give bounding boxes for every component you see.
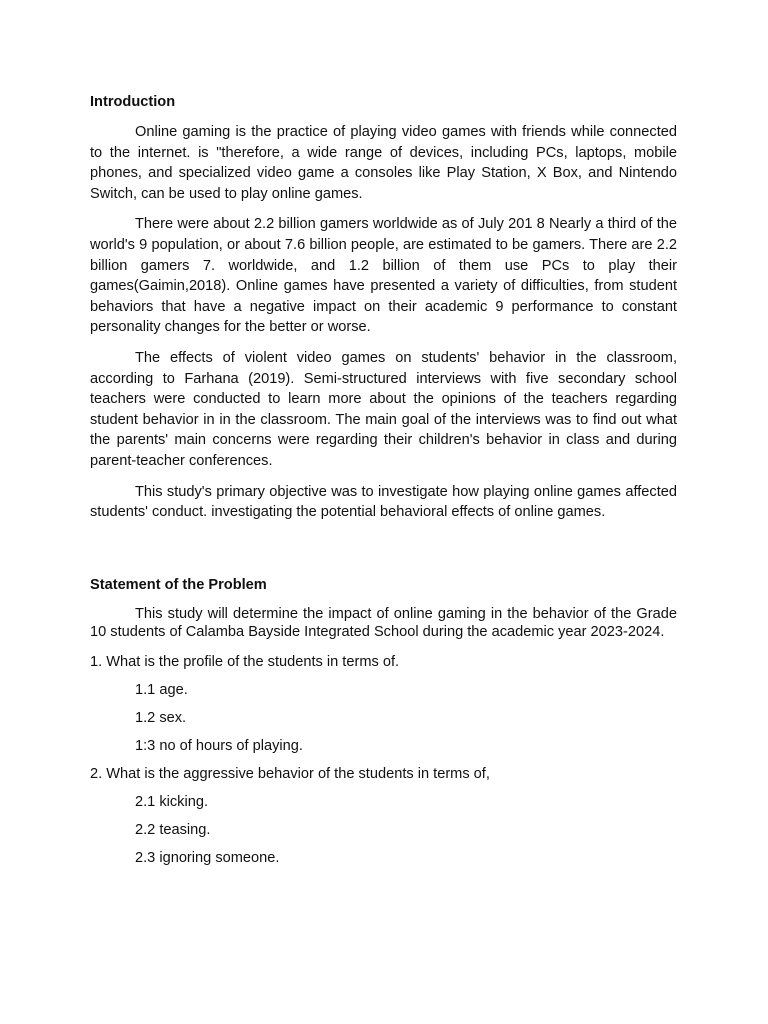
question-1-sub-1: 1.1 age. (135, 681, 188, 698)
document-page (90, 92, 677, 877)
question-1: 1. What is the profile of the students in terms of. (90, 653, 400, 670)
introduction-paragraph-2: There were about 2.2 billion gamers worldwide as of July 201 8 Nearly a third of the world's 9 population, or about 7.6 billion people, are estimated to be gamers. There are 2.2 billion gamers 7. worldwide, and 1.2 billion of them use PCs to play their games(Gaimin,2018). Online games have presented a variety of difficulties, from student behaviors that have a negative impact on their academic 9 performance to constant personality changes for the better or worse. (90, 216, 677, 336)
question-2: 2. What is the aggressive behavior of the students in terms of, (90, 765, 490, 782)
question-2-sub-2: 2.2 teasing. (135, 821, 211, 838)
question-1-sub-3: 1:3 no of hours of playing. (135, 737, 303, 754)
question-2-sub-3: 2.3 ignoring someone. (135, 849, 280, 866)
introduction-paragraph-1: Online gaming is the practice of playing video games with friends while connected to the internet. is "therefore, a wide range of devices, including PCs, laptops, mobile phones, and specialized video game a consoles like Play Station, X Box, and Nintendo Switch, can be used to play online games. (90, 124, 677, 202)
statement-heading: Statement of the Problem (90, 576, 267, 593)
question-1-sub-2: 1.2 sex. (135, 709, 187, 726)
section-spacer (90, 533, 677, 575)
introduction-heading: Introduction (90, 94, 176, 110)
introduction-paragraph-3: The effects of violent video games on students' behavior in the classroom, according to Farhana (2019). Semi-structured interviews with five secondary school teachers were conducted to learn more about the opinions of the teachers regarding student behavior in in the classroom. The main goal of the interviews was to find out what the parents' main concerns were regarding their children's behavior in class and during parent-teacher conferences. (90, 349, 677, 469)
statement-intro-paragraph: This study will determine the impact of online gaming in the behavior of the Grade 10 students of Calamba Bayside Integrated School during the academic year 2023-2024. (90, 605, 677, 640)
question-2-sub-1: 2.1 kicking. (135, 793, 209, 810)
introduction-paragraph-4: This study's primary objective was to investigate how playing online games affected students' conduct. investigating the potential behavioral effects of online games. (90, 483, 677, 521)
